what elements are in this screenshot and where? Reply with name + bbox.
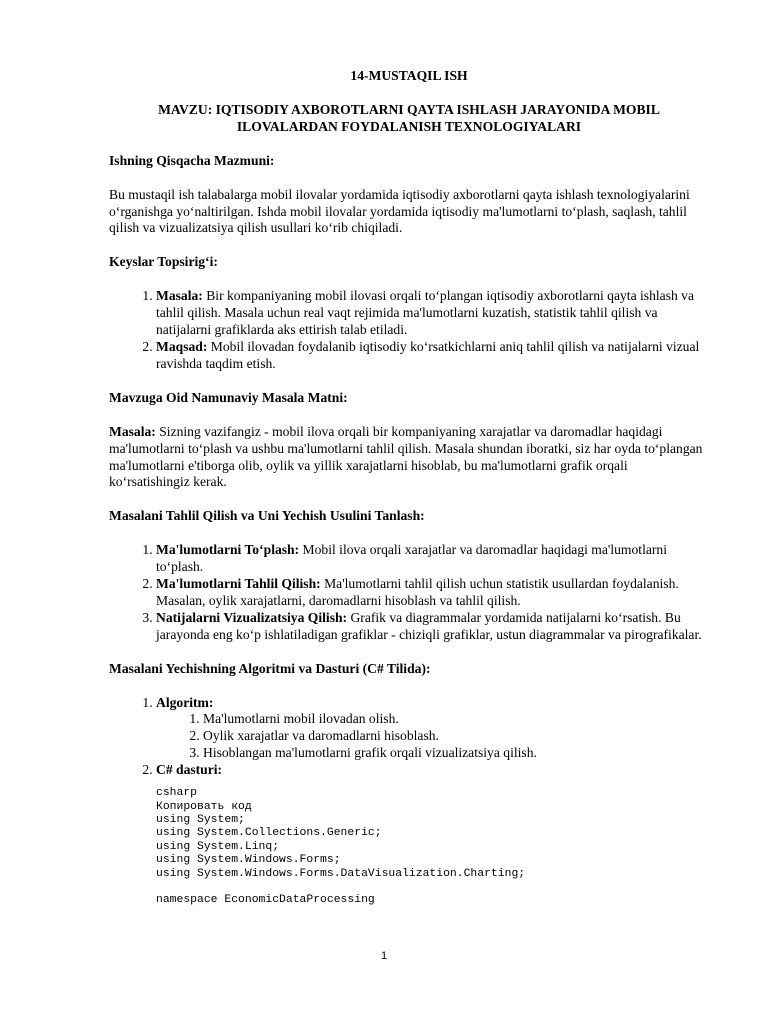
list-item — [156, 542, 709, 576]
item-label: Maqsad: — [156, 338, 208, 354]
cases-list — [109, 288, 709, 373]
algorithm-step: 1. Ma'lumotlarni mobil ilovadan olish. — [203, 711, 709, 728]
algorithm-step: 2. Oylik xarajatlar va daromadlarni hisoblash. — [203, 728, 709, 745]
algorithm-steps — [156, 711, 709, 762]
list-item — [156, 762, 709, 779]
sample-label: Masala: — [109, 423, 156, 439]
list-item — [156, 695, 709, 763]
code-block: csharp Копировать код using System; using System.Collections.Generic; using System.Linq; using System.Windows.Forms; using System.Windows.Forms.DataVisualization.Charting; namespace EconomicDataProcessing — [156, 787, 526, 907]
summary-heading: Ishning Qisqacha Mazmuni: — [109, 152, 275, 168]
item-text: Grafik va diagrammalar yordamida natijalarni ko‘rsatish. Bu jarayonda eng ko‘p ishlatiladigan grafiklar - chiziqli grafiklar, ustun diagrammalar va pirografikalar. — [156, 609, 702, 642]
cases-heading: Keyslar Topsirig‘i: — [109, 254, 218, 270]
item-text: Ma'lumotlarni tahlil qilish uchun statistik usullardan foydalanish. Masalan, oylik xarajatlarni, daromadlarni hisoblash va tahlil qilish. — [156, 576, 679, 608]
list-item — [156, 576, 709, 610]
document-title: 14-MUSTAQIL ISH — [350, 68, 468, 83]
item-label: Ma'lumotlarni To‘plash: — [156, 542, 300, 558]
page-number: 1 — [380, 950, 388, 962]
sample-text — [109, 424, 709, 492]
document-subtitle: MAVZU: IQTISODIY AXBOROTLARNI QAYTA ISHLASH JARAYONIDA MOBIL ILOVALARDAN FOYDALANISH TEXNOLOGIYALARI — [158, 101, 660, 134]
solution-heading: Masalani Yechishning Algoritmi va Dasturi (C# Tilida): — [109, 660, 431, 676]
item-label: Masala: — [156, 288, 203, 304]
list-item — [156, 339, 709, 373]
algorithm-step: 3. Hisoblangan ma'lumotlarni grafik orqali vizualizatsiya qilish. — [203, 745, 709, 762]
list-item — [156, 610, 709, 644]
solution-list — [109, 695, 709, 780]
item-label: Natijalarni Vizualizatsiya Qilish: — [156, 609, 348, 625]
item-text: Mobil ilova orqali xarajatlar va daromadlar haqidagi ma'lumotlarni to‘plash. — [156, 542, 667, 575]
item-text: Mobil ilovadan foydalanib iqtisodiy ko‘rsatkichlarni aniq tahlil qilish va natijalarni vizual ravishda taqdim etish. — [156, 338, 700, 371]
analysis-list — [109, 542, 709, 643]
program-label: C# dasturi: — [156, 762, 223, 778]
analysis-heading: Masalani Tahlil Qilish va Uni Yechish Usulini Tanlash: — [109, 508, 425, 524]
sample-body: Sizning vazifangiz - mobil ilova orqali bir kompaniyaning xarajatlar va daromadlar haqidagi ma'lumotlarni to‘plash va ushbu ma'lumotlarni tahlil qilish. Masala shundan iboratki, siz har oyda to‘plangan ma'lumotlarni e'tiborga olib, oylik va yillik xarajatlarni hisoblab, bu ma'lumotlarni grafik orqali ko‘rsatishingiz kerak. — [109, 423, 703, 490]
item-label: Ma'lumotlarni Tahlil Qilish: — [156, 576, 321, 592]
document-body — [109, 68, 709, 908]
algorithm-label: Algoritm: — [156, 694, 214, 710]
sample-heading: Mavzuga Oid Namunaviy Masala Matni: — [109, 389, 348, 405]
summary-text: Bu mustaqil ish talabalarga mobil ilovalar yordamida iqtisodiy axborotlarni qayta ishlash texnologiyalarini o‘rganishga yo‘naltirilgan. Ishda mobil ilovalar yordamida iqtisodiy ma'lumotlarni to‘plash, saqlash, tahlil qilish va vizualizatsiya qilish usullari ko‘rib chiqiladi. — [109, 186, 690, 236]
item-text: Bir kompaniyaning mobil ilovasi orqali to‘plangan iqtisodiy axborotlarni qayta ishlash va tahlil qilish. Masala uchun real vaqt rejimida ma'lumotlarni kuzatish, statistik tahlil qilish va natijalarni grafiklarda aks ettirish talab etiladi. — [156, 288, 695, 338]
list-item — [156, 288, 709, 339]
